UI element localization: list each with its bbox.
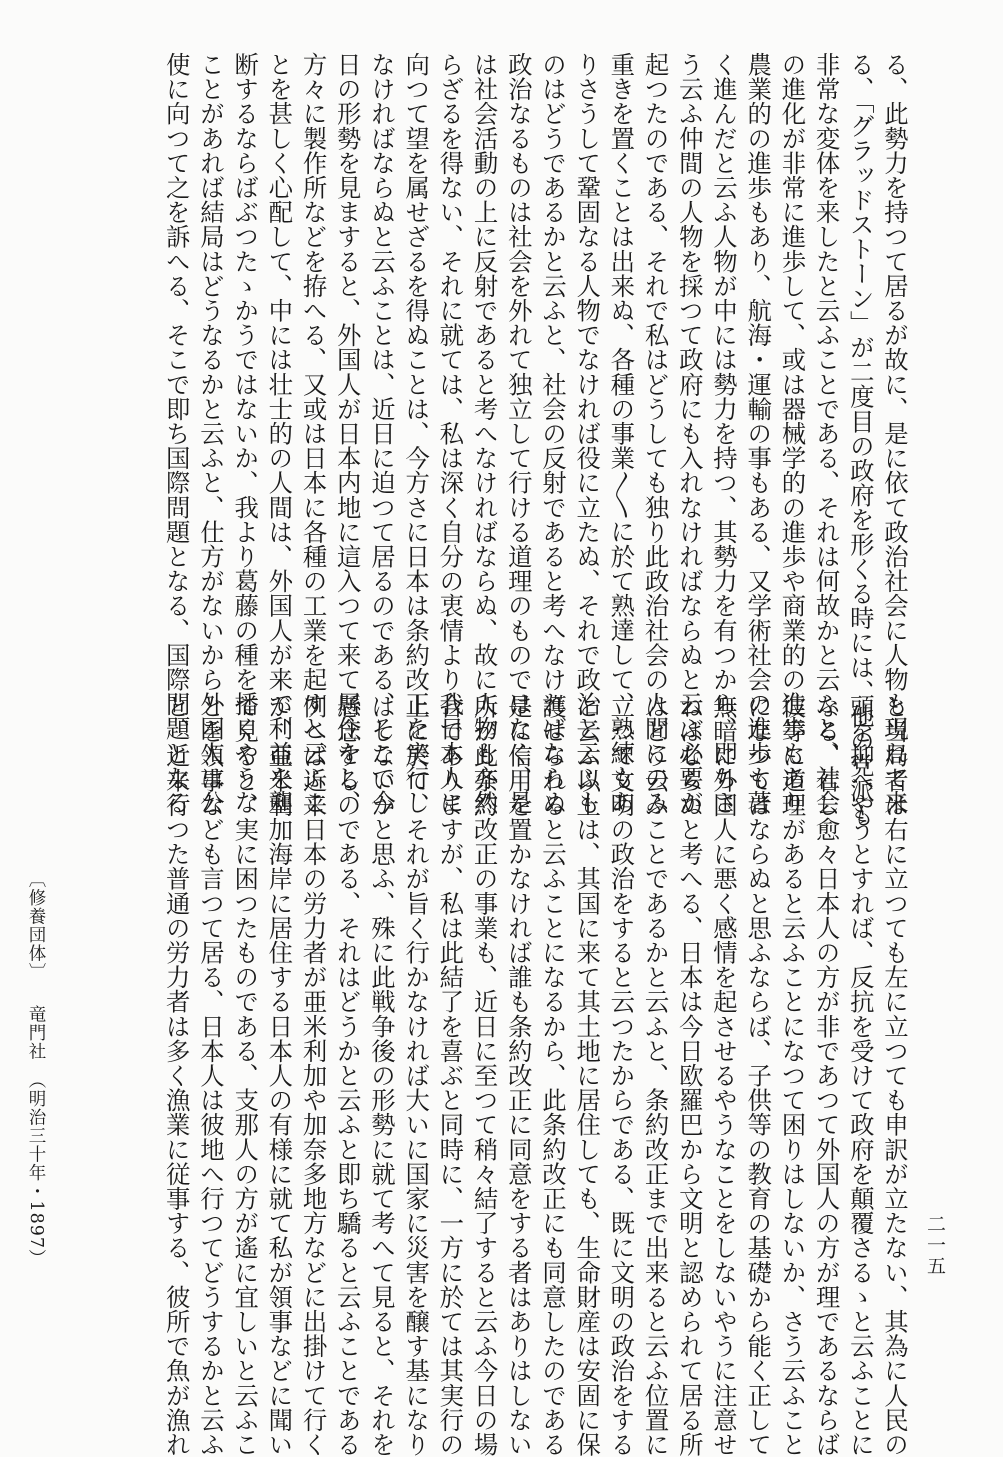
text-line: と云ふ以上は、其国に来て其土地に居住しても、生命財産は安固に保 <box>572 694 602 1457</box>
text-line: ことがあれば結局はどうなるかと云ふと、仕方がないから外国人は公 <box>195 52 225 815</box>
text-line: はしないかと思ふ、殊に此戦争後の形勢に就て考へて見ると、それを <box>366 694 396 1457</box>
text-line: ねばならぬと考へる、日本は今日欧羅巴から文明と認められて居る所 <box>674 694 704 1457</box>
upper-text-block <box>71 52 911 827</box>
text-line: 断するならばぶつたゝかうではないか、我より葛藤の種を播くやうな <box>230 52 260 815</box>
text-line: らざるを得ない、それに就ては、私は深く自分の衷情より我日本人に <box>435 52 465 815</box>
text-line: 無暗に外国人に悪く感情を起させるやうなことをしないやうに注意せ <box>708 694 738 1457</box>
text-line: とを甚しく心配して、中には壮士的の人間は、外国人が来て利益を壟 <box>264 52 294 815</box>
text-line: と、近来行つた普通の労力者は多く漁業に従事する、彼所で魚が漁れ <box>161 694 191 1457</box>
text-line: 起つたのである、それで私はどうしても独り此政治社会の人間にのみ <box>640 52 670 815</box>
text-line: 合でありますが、私は此結了を喜ぶと同時に、一方に於ては其実行の <box>435 694 465 1457</box>
text-line: う云ふ仲間の人物を採つて政府にも入れなければならぬと云ふ必要が <box>674 52 704 815</box>
text-line: なければならぬと云ふことは、近日に迫つて居るのである、そこで今 <box>366 52 396 815</box>
text-line: はどう云ふことであるかと云ふと、条約改正まで出来ると云ふ位置に <box>640 694 670 1457</box>
text-line: なる、若し愈々日本人の方が非であつて外国人の方が理であるならば <box>811 694 841 1457</box>
text-line: 是に信用を置かなければ誰も条約改正に同意をする者はありはしない <box>503 694 533 1457</box>
text-line: 農業的の進歩もあり、航海・運輸の事もある、又学術社会の進歩も著 <box>743 52 773 815</box>
text-line: 立つて文明の政治をすると云つたからである、既に文明の政治をする <box>606 694 636 1457</box>
page-number: 二一五 <box>924 1214 946 1277</box>
text-line: りさうして鞏固なる人物でなければ役に立たぬ、それで政治と云ふも <box>572 52 602 815</box>
text-line: 頭を抑へやうとすれば、反抗を受けて政府を顛覆さるゝと云ふことに <box>845 694 875 1457</box>
text-line: 方々に製作所などを拵へる、又或は日本に各種の工業を起すと云ふこ <box>298 52 328 815</box>
text-line: が、亜米利加海岸に居住する日本人の有様に就て私が領事などに聞い <box>264 694 294 1457</box>
text-line: 懸念するのである、それはどうかと云ふと即ち驕ると云ふことである <box>332 694 362 1457</box>
text-line: の進化が非常に進歩して、或は器械学的の進歩や商業的の進歩もあり <box>777 52 807 815</box>
text-line: のはどうであるかと云ふと、社会の反射であると考へなければならぬ <box>537 52 567 815</box>
text-line: 使に向つて之を訴へる、そこで即ち国際問題となる、国際問題となる <box>161 52 191 815</box>
text-line: 政治なるものは社会を外れて独立して行ける道理のものではなく、是 <box>503 52 533 815</box>
text-line: 非常な変体を来したと云ふことである、それは何故かと云ふと、社会 <box>811 52 841 815</box>
text-line: 護せられると云ふことになるから、此条約改正にも同意したのである <box>537 694 567 1457</box>
text-line: く進んだと云ふ人物が中には勢力を持つ、其勢力を有つから、即ちさ <box>708 52 738 815</box>
text-line: になつてはならぬと思ふならば、子供等の教育の基礎から能く正して <box>743 694 773 1457</box>
text-line: て見ると、実に困つたものである、支那人の方が遙に宜しいと云ふこ <box>230 694 260 1457</box>
source-date: （明治三十年・1897） <box>26 1070 46 1268</box>
text-line: る、此勢力を持つて居るが故に、是に依て政治社会に人物も現れて来 <box>880 52 909 815</box>
source-book: 〔修養団体〕 <box>26 870 46 981</box>
text-line: と当局者は右に立つても左に立つても申訳が立たない、其為に人民の <box>880 694 909 1457</box>
text-line: 所が此条約改正の事業も、近日に至つて稍々結了すると云ふ今日の場 <box>469 694 499 1457</box>
text-line: 日の形勢を見ますると、外国人が日本内地に這入つて来て居住をし、 <box>332 52 362 815</box>
text-line: とを領事なども言つて居る、日本人は彼地へ行つてどうするかと云ふ <box>195 694 225 1457</box>
source-publisher: 竜門社 <box>26 1005 46 1061</box>
text-line: 彼等に道理があると云ふことになつて困りはしないか、さう云ふこと <box>777 694 807 1457</box>
source-citation <box>25 870 47 1340</box>
text-line: 重きを置くことは出来ぬ、各種の事業〳〵に於て熟達して、熟練もあ <box>606 52 636 815</box>
text-line: は社会活動の上に反射であると考へなければならぬ、故に人物も亦然 <box>469 52 499 815</box>
text-line: 上に於て、それが旨く行かなければ大いに国家に災害を醸す基になり <box>401 694 431 1457</box>
lower-text-block <box>71 694 911 1457</box>
text-line: る、「グラッドストーン」が二度目の政府を形くる時には、他の党派も <box>845 52 875 827</box>
text-line: 例へば近来日本の労力者が亜米利加や加奈多地方などに出掛けて行く <box>298 694 328 1457</box>
text-line: 向つて望を属せざるを得ぬことは、今方さに日本は条約改正を実行し <box>401 52 431 815</box>
